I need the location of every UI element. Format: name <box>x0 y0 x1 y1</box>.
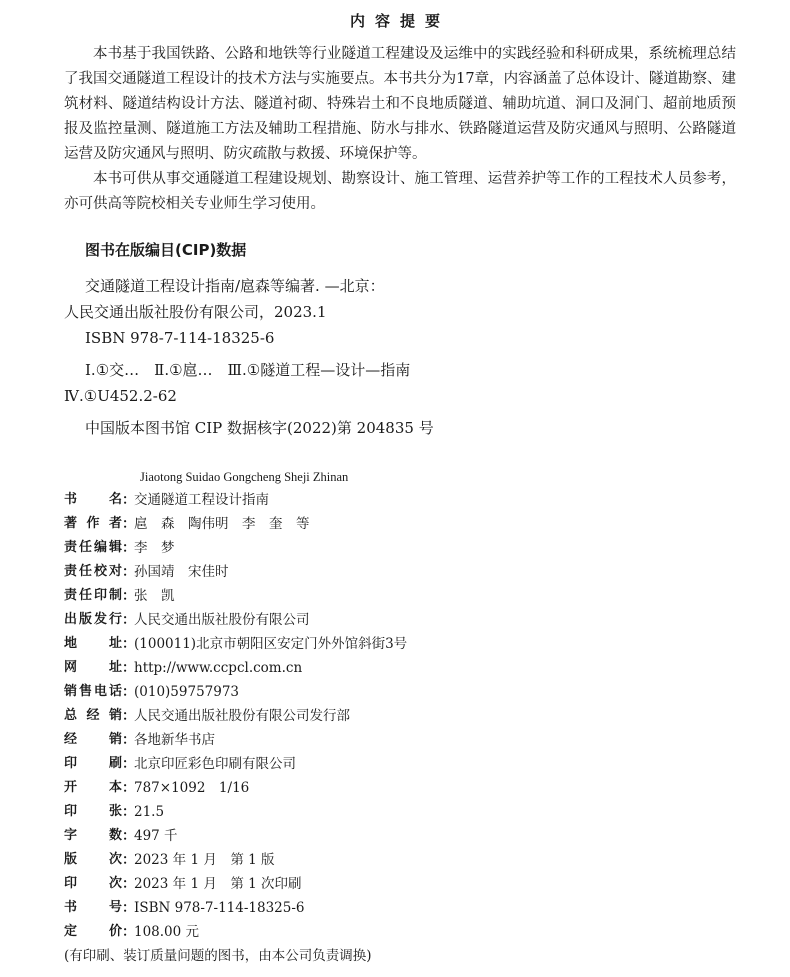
detail-value: 21.5 <box>134 804 165 820</box>
detail-colon: ： <box>122 516 136 532</box>
detail-row <box>64 729 736 753</box>
detail-row <box>64 777 736 801</box>
detail-row <box>64 849 736 873</box>
cip-class-line: Ⅰ.①交… Ⅱ.①扈… Ⅲ.①隧道工程—设计—指南 <box>85 361 411 379</box>
detail-row <box>64 753 736 777</box>
detail-colon: ： <box>122 708 136 724</box>
detail-colon: ： <box>122 900 136 916</box>
publication-details <box>64 489 736 967</box>
detail-label: 书号 <box>64 900 122 915</box>
detail-colon: ： <box>122 684 136 700</box>
detail-colon: ： <box>122 924 136 940</box>
detail-value: 张 凯 <box>134 588 175 604</box>
detail-label: 著作者 <box>64 516 122 531</box>
detail-value: 扈 森 陶伟明 李 奎 等 <box>134 516 310 532</box>
detail-value: 2023 年 1 月 第 1 次印刷 <box>134 876 302 892</box>
cip-classification <box>64 357 736 409</box>
detail-value: 787×1092 1/16 <box>134 780 250 796</box>
detail-row <box>64 921 736 945</box>
detail-value: 交通隧道工程设计指南 <box>134 492 269 508</box>
detail-label: 网址 <box>64 660 122 675</box>
detail-row <box>64 681 736 705</box>
detail-row <box>64 609 736 633</box>
detail-colon: ： <box>122 804 136 820</box>
detail-row <box>64 705 736 729</box>
detail-label: 总经销 <box>64 708 122 723</box>
detail-value: 人民交通出版社股份有限公司发行部 <box>134 708 350 724</box>
detail-value: (100011)北京市朝阳区安定门外外馆斜街3号 <box>134 636 408 652</box>
cip-record-line: 中国版本图书馆 CIP 数据核字(2022)第 204835 号 <box>85 419 434 437</box>
detail-label: 字数 <box>64 828 122 843</box>
detail-colon: ： <box>122 852 136 868</box>
cip-block <box>64 273 736 351</box>
cip-class-line: Ⅳ.①U452.2-62 <box>64 387 177 405</box>
detail-label: 出版发行 <box>64 612 122 627</box>
detail-row <box>64 585 736 609</box>
detail-colon: ： <box>122 732 136 748</box>
detail-row <box>64 825 736 849</box>
cip-heading: 图书在版编目(CIP)数据 <box>85 241 247 259</box>
detail-value: ISBN 978-7-114-18325-6 <box>134 900 305 916</box>
detail-value: http://www.ccpcl.com.cn <box>134 660 303 676</box>
detail-colon: ： <box>122 636 136 652</box>
detail-row <box>64 801 736 825</box>
detail-value: (010)59757973 <box>134 684 240 700</box>
detail-row <box>64 513 736 537</box>
detail-row <box>64 657 736 681</box>
detail-label: 责任印制 <box>64 588 122 603</box>
cip-record <box>64 415 736 441</box>
detail-label: 印次 <box>64 876 122 891</box>
summary-paragraph: 本书基于我国铁路、公路和地铁等行业隧道工程建设及运维中的实践经验和科研成果，系统梳理总结了我国交通隧道工程设计的技术方法与实施要点。本书共分为17章，内容涵盖了总体设计、隧道勘察、建筑材料、隧道结构设计方法、隧道衬砌、特殊岩土和不良地质隧道、辅助坑道、洞口及洞门、超前地质预报及监控量测、隧道施工方法及辅助工程措施、防水与排水、铁路隧道运营及防灾通风与照明、公路隧道运营及防灾通风与照明、防灾疏散与救援、环境保护等。 <box>64 46 736 162</box>
detail-value: 人民交通出版社股份有限公司 <box>134 612 310 628</box>
cip-publisher-line: 人民交通出版社股份有限公司，2023.1 <box>64 303 327 321</box>
detail-label: 书名 <box>64 492 122 507</box>
detail-colon: ： <box>122 876 136 892</box>
detail-colon: ： <box>122 756 136 772</box>
detail-label: 印张 <box>64 804 122 819</box>
detail-row <box>64 897 736 921</box>
detail-value: 孙国靖 宋佳时 <box>134 564 229 580</box>
pinyin-title: Jiaotong Suidao Gongcheng Sheji Zhinan <box>140 470 349 484</box>
detail-label: 经销 <box>64 732 122 747</box>
detail-row <box>64 537 736 561</box>
detail-value: 108.00 元 <box>134 924 200 940</box>
summary <box>64 42 736 217</box>
detail-value: 北京印匠彩色印刷有限公司 <box>134 756 296 772</box>
detail-value: 497 千 <box>134 828 178 844</box>
detail-colon: ： <box>122 564 136 580</box>
detail-label: 印刷 <box>64 756 122 771</box>
summary-paragraph: 本书可供从事交通隧道工程建设规划、勘察设计、施工管理、运营养护等工作的工程技术人员参考，亦可供高等院校相关专业师生学习使用。 <box>64 171 736 212</box>
detail-row <box>64 489 736 513</box>
detail-value: 2023 年 1 月 第 1 版 <box>134 852 275 868</box>
detail-value: 各地新华书店 <box>134 732 215 748</box>
detail-label: 责任编辑 <box>64 540 122 555</box>
quality-note: (有印刷、装订质量问题的图书，由本公司负责调换) <box>64 948 372 964</box>
page-title: 内容提要 <box>349 12 450 30</box>
detail-label: 销售电话 <box>64 684 122 699</box>
detail-label: 责任校对 <box>64 564 122 579</box>
detail-label: 地址 <box>64 636 122 651</box>
detail-colon: ： <box>122 588 136 604</box>
cip-title-line: 交通隧道工程设计指南/扈森等编著. —北京： <box>85 277 385 295</box>
detail-row <box>64 873 736 897</box>
detail-colon: ： <box>122 612 136 628</box>
detail-label: 开本 <box>64 780 122 795</box>
detail-colon: ： <box>122 540 136 556</box>
detail-row <box>64 633 736 657</box>
detail-value: 李 梦 <box>134 540 175 556</box>
detail-colon: ： <box>122 660 136 676</box>
cip-isbn: ISBN 978-7-114-18325-6 <box>85 329 275 347</box>
detail-colon: ： <box>122 492 136 508</box>
detail-label: 版次 <box>64 852 122 867</box>
detail-colon: ： <box>122 828 136 844</box>
detail-row <box>64 561 736 585</box>
detail-colon: ： <box>122 780 136 796</box>
detail-label: 定价 <box>64 924 122 939</box>
